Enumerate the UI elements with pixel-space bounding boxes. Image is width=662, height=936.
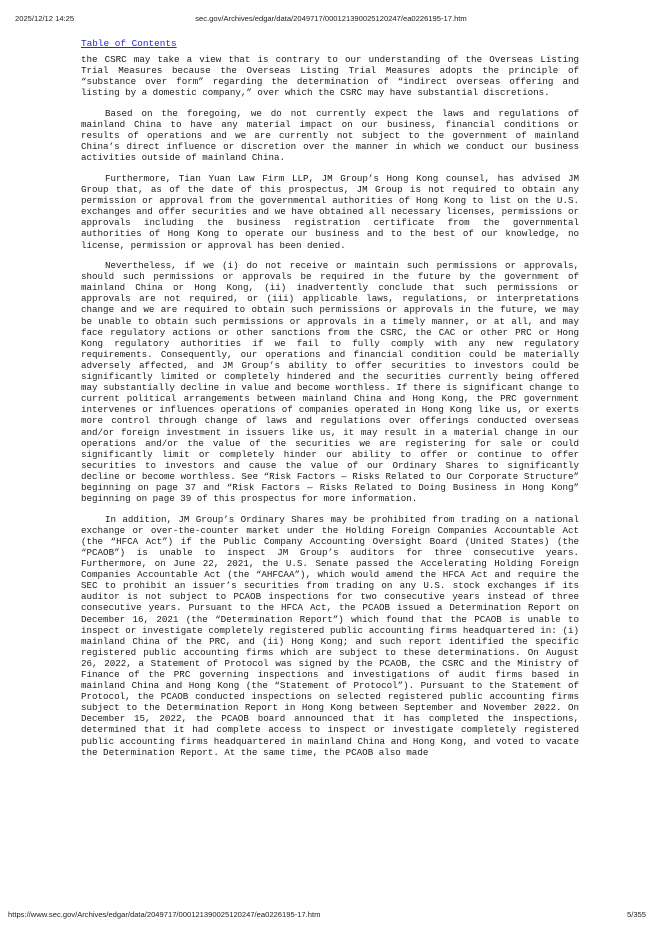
paragraph-csrc-view: the CSRC may take a view that is contrary to our understanding of the Overseas Listing Trial Measures because the Overseas Listing Trial Measures adopts the principle of “substance over form” regarding the determination of “indirect overseas offering and listing by a domestic company,” over which the CSRC may have substantial discretions. [81, 54, 579, 99]
paragraph-hong-kong-counsel: Furthermore, Tian Yuan Law Firm LLP, JM Group’s Hong Kong counsel, has advised JM Group that, as of the date of this prospectus, JM Group is not required to obtain any permission or approval from the governmental authorities of Hong Kong to list on the U.S. exchanges and offer securities and we have obtained all necessary licenses, permissions or approvals including the business registration certificate from the governmental authorities of Hong Kong to operate our business and to the best of our knowledge, no license, permission or approval has been denied. [81, 172, 579, 251]
paragraph-foregoing: Based on the foregoing, we do not currently expect the laws and regulations of mainland China to have any material impact on our business, financial conditions or results of operations and we are currently not subject to the government of mainland China’s direct influence or discretion over the manner in which we conduct our business activities outside of mainland China. [81, 107, 579, 164]
print-footer [0, 910, 662, 922]
document-body [81, 38, 579, 767]
page-number: 5/355 [626, 910, 646, 919]
paragraph-nevertheless: Nevertheless, if we (i) do not receive or maintain such permissions or approvals, should such permissions or approvals be required in the future by the government of mainland China or Hong Kong, (ii) inadvertently conclude that such permissions or approvals are not required, or (iii) applicable laws, regulations, or interpretations change and we are required to obtain such permissions or approvals in the future, we may be unable to obtain such permissions or approvals in a timely manner, or at all, and may face regulatory actions or other sanctions from the CSRC, the CAC or other PRC or Hong Kong regulatory authorities if we fail to fully comply with any new regulatory requirements. Consequently, our operations and financial condition could be materially adversely affected, and JM Group’s ability to offer securities to investors could be significantly limited or completely hindered and the securities currently being offered may substantially decline in value and become worthless. If there is significant change to current political arrangements between mainland China and Hong Kong, the PRC government intervenes or influences operations of companies operated in Hong Kong like us, or exerts more control through change of laws and regulations over offerings conducted overseas and/or foreign investment in issuers like us, it may result in a material change in our operations and/or the value of the securities we are registering for sale or could significantly limit or completely hinder our ability to offer or continue to offer securities to investors and cause the value of our Ordinary Shares to significantly decline or become worthless. See “Risk Factors — Risks Related to Our Corporate Structure” beginning on page 37 and “Risk Factors — Risks Related to Doing Business in Hong Kong” beginning on page 39 of this prospectus for more information. [81, 260, 579, 505]
print-url: sec.gov/Archives/edgar/data/2049717/000121390025120247/ea0226195-17.htm [195, 14, 467, 23]
table-of-contents-link[interactable]: Table of Contents [81, 38, 177, 49]
footer-url: https://www.sec.gov/Archives/edgar/data/2049717/000121390025120247/ea0226195-17.htm [8, 910, 321, 919]
paragraph-hfca-act: In addition, JM Group’s Ordinary Shares may be prohibited from trading on a national exchange or over-the-counter market under the Holding Foreign Companies Accountable Act (the “HFCA Act”) if the Public Company Accounting Oversight Board (United States) (the “PCAOB”) is unable to inspect JM Group’s auditors for three consecutive years. Furthermore, on June 22, 2021, the U.S. Senate passed the Accelerating Holding Foreign Companies Accountable Act (the “AHFCAA”), which would amend the HFCA Act and require the SEC to prohibit an issuer’s securities from trading on any U.S. stock exchanges if its auditor is not subject to PCAOB inspections for two consecutive years instead of three consecutive years. Pursuant to the HFCA Act, the PCAOB issued a Determination Report on December 16, 2021 (the “Determination Report”) which found that the PCAOB is unable to inspect or investigate completely registered public accounting firms headquartered in: (i) mainland China of the PRC, and (ii) Hong Kong; and such report identified the specific registered public accounting firms which are subject to these determinations. On August 26, 2022, a Statement of Protocol was signed by the PCAOB, the CSRC and the Ministry of Finance of the PRC governing inspections and investigations of audit firms based in mainland China and Hong Kong (the “Statement of Protocol”). Pursuant to the Statement of Protocol, the PCAOB conducted inspections on selected registered public accounting firms subject to the Determination Report in Hong Kong between September and November 2022. On December 15, 2022, the PCAOB board announced that it has completed the inspections, determined that it had complete access to inspect or investigate completely registered public accounting firms headquartered in mainland China and Hong Kong, and voted to vacate the Determination Report. At the same time, the PCAOB also made [81, 513, 579, 758]
print-datetime: 2025/12/12 14:25 [15, 14, 75, 23]
print-header [0, 14, 662, 26]
